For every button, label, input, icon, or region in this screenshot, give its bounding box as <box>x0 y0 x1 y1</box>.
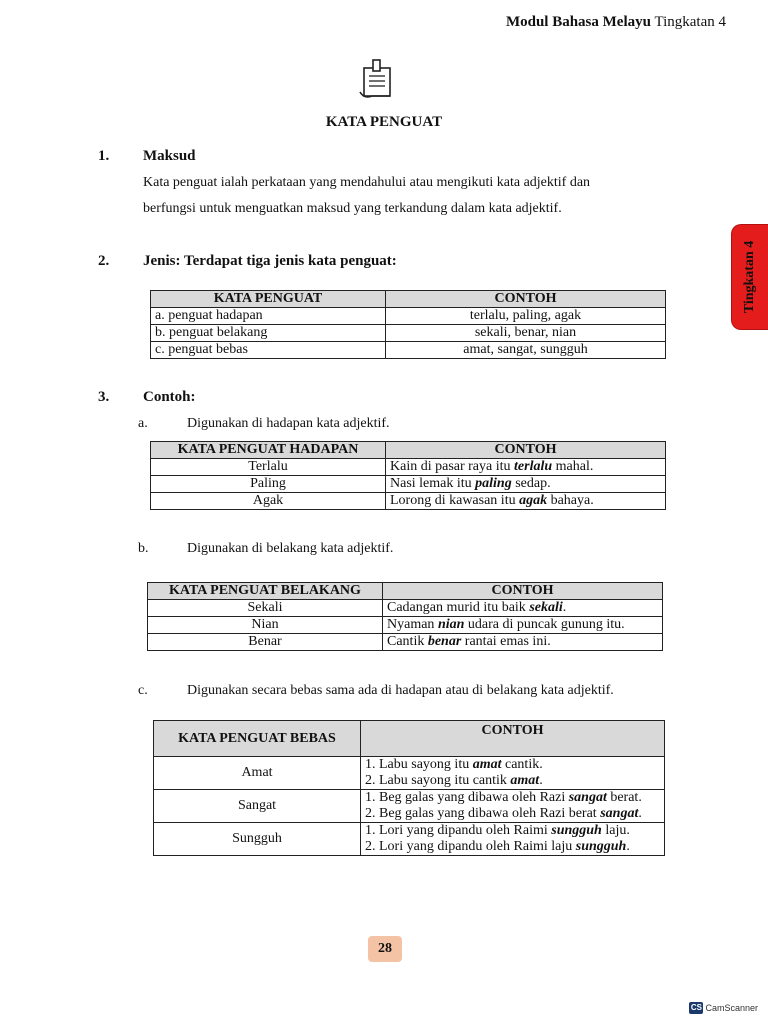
example-emphasis: sekali <box>529 600 563 615</box>
table-row <box>154 757 665 790</box>
example-text: Nasi lemak itu <box>390 476 476 491</box>
table-row <box>151 342 666 359</box>
example-line <box>365 757 660 773</box>
section-3-heading: Contoh: <box>143 389 196 405</box>
side-tab-level <box>731 224 768 330</box>
example-text: Cadangan murid itu baik <box>387 600 530 615</box>
camscanner-label: CamScanner <box>705 1003 758 1013</box>
example-cell <box>361 823 665 856</box>
word-cell: Sekali <box>148 600 383 617</box>
word-cell: Terlalu <box>151 459 386 476</box>
example-emphasis: paling <box>475 476 512 491</box>
side-tab-label: Tingkatan 4 <box>742 240 757 314</box>
front-table <box>150 441 666 510</box>
column-header: KATA PENGUAT BEBAS <box>154 721 361 757</box>
example-emphasis: sungguh <box>551 823 602 838</box>
example-cell <box>361 790 665 823</box>
table-row <box>148 600 663 617</box>
types-table-header <box>151 291 666 308</box>
example-line <box>365 790 660 806</box>
example-text: Lorong di kawasan itu <box>390 493 520 508</box>
section-2-heading: Jenis: Terdapat tiga jenis kata penguat: <box>143 253 397 269</box>
example-cell: sekali, benar, nian <box>386 325 666 342</box>
word-cell: Sangat <box>154 790 361 823</box>
example-text: laju. <box>601 823 630 838</box>
table-row <box>151 308 666 325</box>
table-row <box>148 617 663 634</box>
example-text: Nyaman <box>387 617 438 632</box>
example-emphasis: sangat <box>600 806 639 821</box>
section-1-number: 1. <box>98 148 110 164</box>
back-table-header <box>148 583 663 600</box>
example-text: . <box>562 600 567 615</box>
header-level: Tingkatan 4 <box>650 14 726 30</box>
example-emphasis: amat <box>472 757 502 772</box>
example-line <box>365 806 660 822</box>
word-cell: Agak <box>151 493 386 510</box>
example-emphasis: terlalu <box>514 459 553 474</box>
example-cell <box>361 757 665 790</box>
example-cell: amat, sangat, sungguh <box>386 342 666 359</box>
table-row <box>154 823 665 856</box>
word-cell: Paling <box>151 476 386 493</box>
section-3-number: 3. <box>98 389 110 405</box>
word-cell: Nian <box>148 617 383 634</box>
example-line <box>365 823 660 839</box>
header-module-name: Modul Bahasa Melayu <box>505 14 651 30</box>
example-text: udara di puncak gunung itu. <box>464 617 625 632</box>
example-cell <box>386 459 666 476</box>
example-line <box>365 839 660 855</box>
example-cell <box>386 476 666 493</box>
subsection-c-label: c. <box>138 683 148 698</box>
example-line <box>365 773 660 789</box>
word-cell: Amat <box>154 757 361 790</box>
example-emphasis: nian <box>437 617 465 632</box>
example-emphasis: benar <box>427 634 462 649</box>
running-header <box>506 14 726 31</box>
table-row <box>151 459 666 476</box>
example-text: bahaya. <box>547 493 594 508</box>
type-cell: c. penguat bebas <box>151 342 386 359</box>
subsection-b-label: b. <box>138 541 149 556</box>
example-text: cantik. <box>501 757 543 772</box>
page-title: KATA PENGUAT <box>325 114 443 130</box>
example-text: rantai emas ini. <box>461 634 551 649</box>
column-header: CONTOH <box>361 721 665 757</box>
example-emphasis: sungguh <box>575 839 627 854</box>
example-text: Cantik <box>387 634 428 649</box>
column-header: CONTOH <box>383 583 663 600</box>
column-header: KATA PENGUAT HADAPAN <box>151 442 386 459</box>
page-number: 28 <box>368 936 402 962</box>
example-cell <box>383 634 663 651</box>
column-header: KATA PENGUAT <box>151 291 386 308</box>
front-table-header <box>151 442 666 459</box>
example-text: 1. Lori yang dipandu oleh Raimi <box>365 823 552 838</box>
table-row <box>151 493 666 510</box>
example-text: 2. Labu sayong itu cantik <box>365 773 511 788</box>
example-text: 1. Labu sayong itu <box>365 757 473 772</box>
type-cell: b. penguat belakang <box>151 325 386 342</box>
example-cell: terlalu, paling, agak <box>386 308 666 325</box>
example-text: Kain di pasar raya itu <box>390 459 515 474</box>
example-emphasis: agak <box>519 493 548 508</box>
example-text: . <box>539 773 543 788</box>
free-table <box>153 720 665 856</box>
example-cell <box>383 617 663 634</box>
section-1-heading: Maksud <box>143 148 196 164</box>
type-cell: a. penguat hadapan <box>151 308 386 325</box>
table-row <box>151 325 666 342</box>
camscanner-logo-icon: CS <box>690 1003 703 1012</box>
column-header: KATA PENGUAT BELAKANG <box>148 583 383 600</box>
subsection-a-label: a. <box>138 416 148 431</box>
subsection-a-text: Digunakan di hadapan kata adjektif. <box>187 416 390 431</box>
example-cell <box>386 493 666 510</box>
section-1-line-1: Kata penguat ialah perkataan yang mendahului atau mengikuti kata adjektif dan <box>143 175 591 190</box>
example-emphasis: sangat <box>568 790 607 805</box>
document-icon <box>356 58 396 102</box>
example-text: berat. <box>606 790 642 805</box>
example-text: . <box>626 839 630 854</box>
example-text: 2. Lori yang dipandu oleh Raimi laju <box>365 839 576 854</box>
example-emphasis: amat <box>510 773 540 788</box>
example-cell <box>383 600 663 617</box>
table-row <box>148 634 663 651</box>
section-2-number: 2. <box>98 253 110 269</box>
free-table-header <box>154 721 665 757</box>
back-table <box>147 582 663 651</box>
example-text: mahal. <box>552 459 594 474</box>
word-cell: Benar <box>148 634 383 651</box>
column-header: CONTOH <box>386 291 666 308</box>
example-text: 2. Beg galas yang dibawa oleh Razi berat <box>365 806 601 821</box>
table-row <box>151 476 666 493</box>
types-table <box>150 290 666 359</box>
example-text: 1. Beg galas yang dibawa oleh Razi <box>365 790 569 805</box>
subsection-b-text: Digunakan di belakang kata adjektif. <box>187 541 394 556</box>
example-text: . <box>638 806 642 821</box>
word-cell: Sungguh <box>154 823 361 856</box>
table-row <box>154 790 665 823</box>
camscanner-watermark <box>689 1002 758 1014</box>
section-1-line-2: berfungsi untuk menguatkan maksud yang terkandung dalam kata adjektif. <box>143 201 562 216</box>
example-text: sedap. <box>511 476 551 491</box>
column-header: CONTOH <box>386 442 666 459</box>
subsection-c-text: Digunakan secara bebas sama ada di hadapan atau di belakang kata adjektif. <box>187 683 614 698</box>
